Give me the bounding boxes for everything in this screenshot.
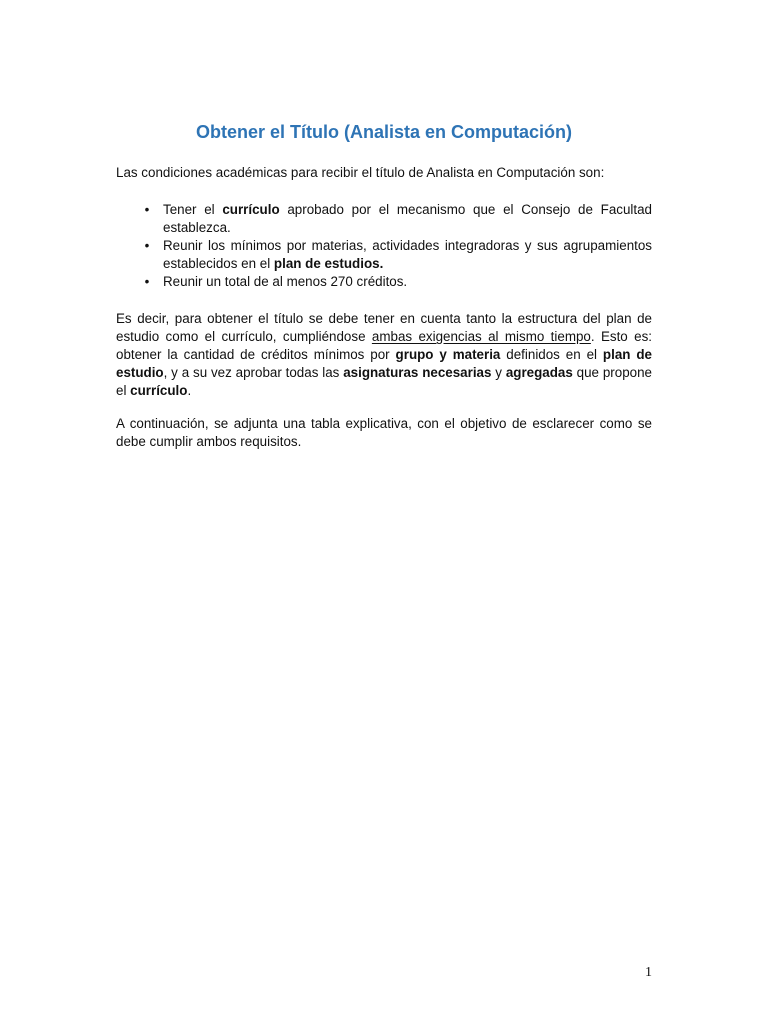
list-item-bold: currículo xyxy=(222,202,280,217)
list-item xyxy=(116,273,652,291)
requirements-list xyxy=(116,201,652,291)
page-number: 1 xyxy=(645,965,652,980)
list-item-text: aprobado por el mecanismo que el Consejo de Facultad establezca. xyxy=(163,202,652,235)
list-item-text: Reunir un total de al menos 270 créditos. xyxy=(163,274,408,289)
document-title: Obtener el Título (Analista en Computación) xyxy=(195,122,573,142)
bullet-icon: • xyxy=(144,274,150,289)
paragraph-text: Es decir, para obtener el título se debe tener en cuenta tanto la estructura del plan de estudio como el currículo, cumpliéndose xyxy=(116,311,652,344)
bold-text: agregadas xyxy=(505,365,573,380)
intro-paragraph: Las condiciones académicas para recibir el título de Analista en Computación son: xyxy=(116,165,605,180)
list-item-text: Reunir los mínimos por materias, actividades integradoras y sus agrupamientos establecidos en el xyxy=(163,238,652,271)
list-item xyxy=(116,201,652,237)
bold-text: currículo xyxy=(130,383,188,398)
closing-paragraph: A continuación, se adjunta una tabla explicativa, con el objetivo de esclarecer como se debe cumplir ambos requisitos. xyxy=(116,416,652,449)
explanation-paragraph xyxy=(116,310,652,400)
paragraph-text: y xyxy=(491,365,506,380)
paragraph-text: . xyxy=(187,383,192,398)
list-item-bold: plan de estudios. xyxy=(273,256,384,271)
bold-text: plan de estudio xyxy=(116,347,652,380)
paragraph-text: . Esto es: obtener la cantidad de créditos mínimos por xyxy=(116,329,652,362)
bold-text: grupo y materia xyxy=(395,347,501,362)
paragraph-text: , y a su vez aprobar todas las xyxy=(163,365,344,380)
paragraph-text: definidos en el xyxy=(500,347,603,362)
bullet-icon: • xyxy=(144,238,150,253)
list-item-text: Tener el xyxy=(163,202,223,217)
bold-text: asignaturas necesarias xyxy=(343,365,492,380)
list-item xyxy=(116,237,652,273)
bullet-icon: • xyxy=(144,202,150,217)
paragraph-text: que propone el xyxy=(116,365,652,398)
underlined-text: ambas exigencias al mismo tiempo xyxy=(371,329,591,344)
